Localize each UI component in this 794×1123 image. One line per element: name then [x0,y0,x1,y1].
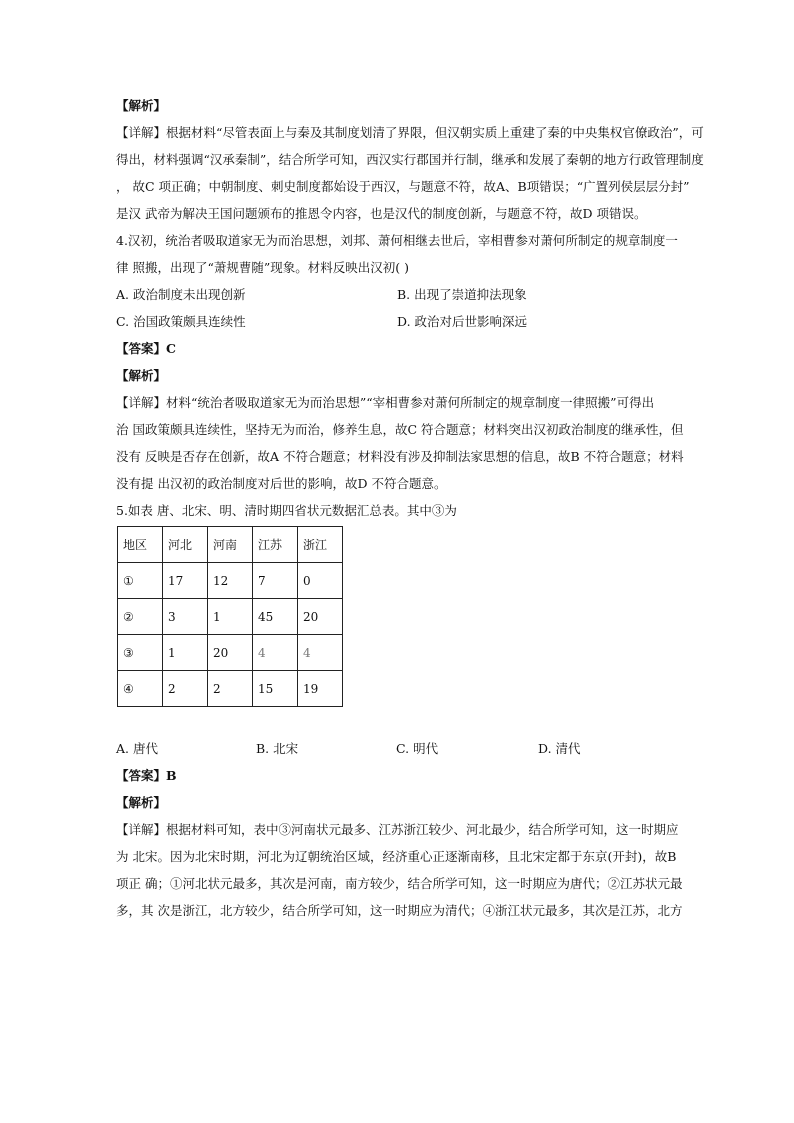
table-cell: 2 [208,671,253,707]
table-cell: 17 [163,563,208,599]
table-cell: 20 [208,635,253,671]
question-4-options-row-2 [116,308,686,335]
question-5-options-row [116,735,686,762]
option-c: C. 明代 [396,741,439,756]
option-d: D. 政治对后世影响深远 [397,314,528,329]
option-b: B. 北宋 [256,741,299,756]
table-header-cell: 浙江 [298,527,343,563]
table-header-row [118,527,343,563]
answer-label: 【答案】C [116,341,176,356]
option-c: C. 治国政策颇具连续性 [116,314,246,329]
explanation-line: ， 故C 项正确；中朝制度、刺史制度都始设于西汉，与题意不符，故A、B项错误；“广置列侯层层分封” [116,179,690,194]
table-cell: ③ [118,635,163,671]
option-b: B. 出现了崇道抑法现象 [397,287,527,302]
document-page [116,92,704,924]
explanation-line: 没有提 出汉初的政治制度对后世的影响，故D 不符合题意。 [116,476,447,491]
table-header-cell: 河北 [163,527,208,563]
explanation-line: 【详解】根据材料“尽管表面上与秦及其制度划清了界限，但汉朝实质上重建了秦的中央集权官僚政治”，可 [116,125,704,140]
analysis-label: 【解析】 [116,795,167,810]
explanation-line: 多，其 次是浙江，北方较少，结合所学可知，这一时期应为清代；④浙江状元最多，其次是江苏，北方 [116,903,683,918]
zhuangyuan-table [117,526,343,707]
table-row [118,563,343,599]
question-5-stem: 5.如表 唐、北宋、明、清时期四省状元数据汇总表。其中③为 [116,503,457,518]
question-4-options-row-1 [116,281,686,308]
explanation-line: 【详解】根据材料可知，表中③河南状元最多、江苏浙江较少、河北最少，结合所学可知，这一时期应 [116,822,679,837]
explanation-line: 没有 反映是否存在创新，故A 不符合题意；材料没有涉及抑制法家思想的信息，故B 不符合题意；材料 [116,449,684,464]
table-cell: 7 [253,563,298,599]
table-cell: 2 [163,671,208,707]
table-cell: 1 [208,599,253,635]
explanation-line: 项正 确；①河北状元最多，其次是河南，南方较少，结合所学可知，这一时期应为唐代；②江苏状元最 [116,876,683,891]
explanation-line: 是汉 武帝为解决王国问题颁布的推恩令内容，也是汉代的制度创新，与题意不符，故D 项错误。 [116,206,647,221]
spacer [116,707,686,735]
table-row [118,635,343,671]
analysis-label: 【解析】 [116,98,167,113]
analysis-label: 【解析】 [116,368,167,383]
table-cell: 4 [298,635,343,671]
table-cell: ① [118,563,163,599]
table-cell: ④ [118,671,163,707]
table-header-cell: 河南 [208,527,253,563]
table-cell: ② [118,599,163,635]
table-cell: 0 [298,563,343,599]
question-4-stem: 4.汉初，统治者吸取道家无为而治思想，刘邦、萧何相继去世后，宰相曹参对萧何所制定的规章制度一 [116,233,678,248]
table-cell: 19 [298,671,343,707]
table-header-cell: 地区 [118,527,163,563]
table-cell: 20 [298,599,343,635]
table-cell: 3 [163,599,208,635]
option-d: D. 清代 [538,741,581,756]
table-cell: 45 [253,599,298,635]
table-cell: 1 [163,635,208,671]
table-row [118,599,343,635]
answer-label: 【答案】B [116,768,177,783]
explanation-line: 治 国政策颇具连续性，坚持无为而治，修养生息，故C 符合题意；材料突出汉初政治制度的继承性，但 [116,422,684,437]
option-a: A. 政治制度未出现创新 [116,287,246,302]
question-4-stem: 律 照搬，出现了“萧规曹随”现象。材料反映出汉初( ) [116,260,409,275]
table-cell: 4 [253,635,298,671]
option-a: A. 唐代 [116,741,158,756]
explanation-line: 【详解】材料“统治者吸取道家无为而治思想”“宰相曹参对萧何所制定的规章制度一律照搬”可得出 [116,395,655,410]
explanation-line: 得出，材料强调“汉承秦制”，结合所学可知，西汉实行郡国并行制，继承和发展了秦朝的地方行政管理制度 [116,152,704,167]
table-cell: 15 [253,671,298,707]
table-row [118,671,343,707]
explanation-line: 为 北宋。因为北宋时期，河北为辽朝统治区域，经济重心正逐渐南移，且北宋定都于东京(开封)，故B [116,849,677,864]
table-cell: 12 [208,563,253,599]
table-header-cell: 江苏 [253,527,298,563]
